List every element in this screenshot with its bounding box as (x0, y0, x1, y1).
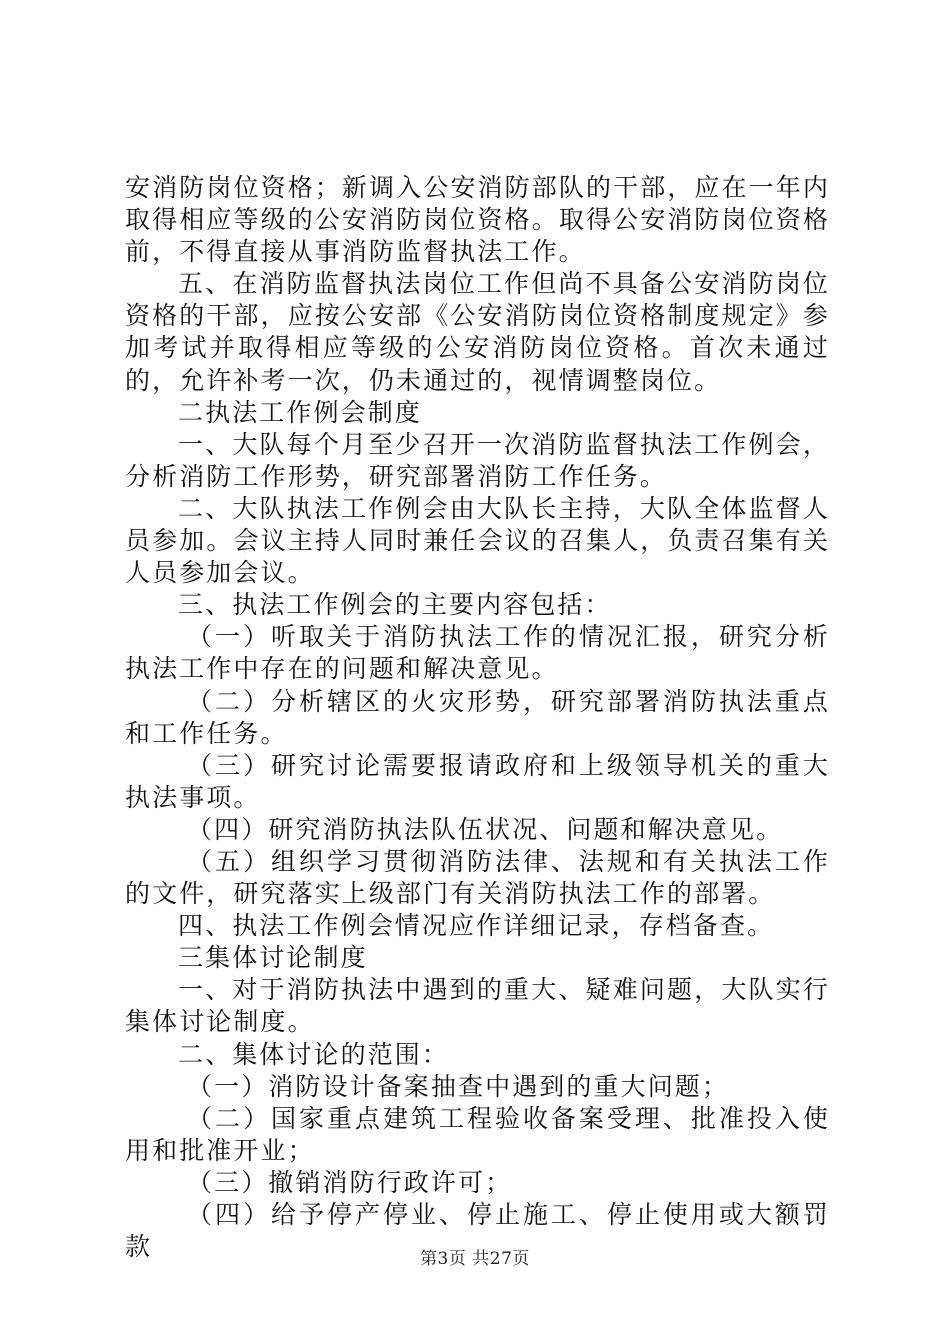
paragraph-item-five: 五、在消防监督执法岗位工作但尚不具备公安消防岗位资格的干部，应按公安部《公安消防岗位资格制度规定》参加考试并取得相应等级的公安消防岗位资格。首次未通过的，允许补考一次，仍未通过的，视情调整岗位。 (125, 269, 830, 395)
paragraph-sub-item-5: （五）组织学习贯彻消防法律、法规和有关执法工作的文件，研究落实上级部门有关消防执法工作的部署。 (125, 846, 830, 909)
paragraph-discussion-item-two: 二、集体讨论的范围： (178, 1039, 450, 1069)
section-heading-meeting-system: 二执法工作例会制度 (178, 397, 422, 427)
paragraph-sub-item-2: （二）分析辖区的火灾形势，研究部署消防执法重点和工作任务。 (125, 686, 830, 748)
section-heading-discussion-system: 三集体讨论制度 (178, 943, 368, 973)
paragraph-meeting-item-one: 一、大队每个月至少召开一次消防监督执法工作例会，分析消防工作形势，研究部署消防工作任务。 (125, 429, 830, 491)
paragraph-sub-item-1: （一）听取关于消防执法工作的情况汇报，研究分析执法工作中存在的问题和解决意见。 (125, 622, 830, 684)
page-footer (0, 1244, 950, 1269)
paragraph-sub-item-4: （四）研究消防执法队伍状况、问题和解决意见。 (187, 814, 784, 844)
paragraph-discussion-item-one: 一、对于消防执法中遇到的重大、疑难问题，大队实行集体讨论制度。 (125, 975, 830, 1037)
paragraph-meeting-item-two: 二、大队执法工作例会由大队长主持，大队全体监督人员参加。会议主持人同时兼任会议的召集人，负责召集有关人员参加会议。 (125, 493, 830, 588)
page-number-label: 第3页 共27页 (420, 1249, 530, 1269)
paragraph-meeting-item-four: 四、执法工作例会情况应作详细记录，存档备查。 (178, 911, 775, 941)
document-body (125, 172, 830, 1263)
paragraph-discussion-sub-4: （四）给予停产停业、停止施工、停止使用或大额罚款 (125, 1200, 830, 1262)
paragraph-discussion-sub-2: （二）国家重点建筑工程验收备案受理、批准投入使用和批准开业； (125, 1103, 830, 1165)
paragraph-sub-item-3: （三）研究讨论需要报请政府和上级领导机关的重大执法事项。 (125, 750, 830, 812)
paragraph-discussion-sub-3: （三）撤销消防行政许可； (187, 1167, 513, 1197)
paragraph-continuation: 安消防岗位资格；新调入公安消防部队的干部，应在一年内取得相应等级的公安消防岗位资格。取得公安消防岗位资格前，不得直接从事消防监督执法工作。 (125, 173, 830, 267)
paragraph-meeting-item-three: 三、执法工作例会的主要内容包括： (178, 590, 612, 620)
paragraph-discussion-sub-1: （一）消防设计备案抽查中遇到的重大问题； (187, 1071, 730, 1101)
